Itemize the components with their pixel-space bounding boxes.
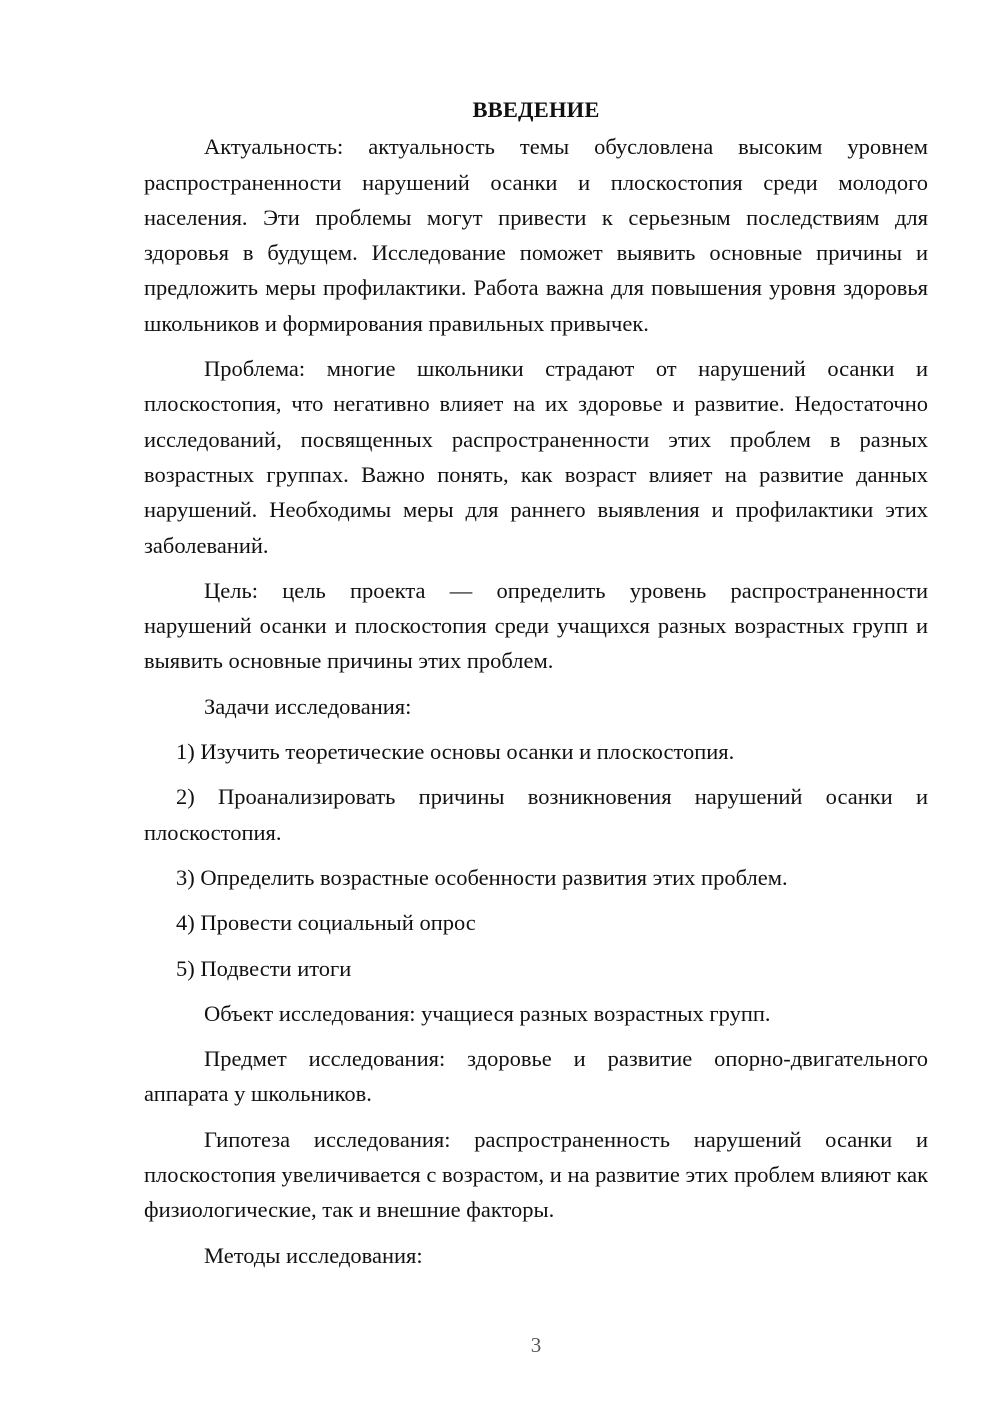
page-number: 3 bbox=[530, 1333, 542, 1357]
paragraph-hypothesis: Гипотеза исследования: распространенность нарушений осанки и плоскостопия увеличивается с возрастом, и на развитие этих проблем влияют как физиологические, так и внешние факторы. bbox=[144, 1126, 928, 1223]
task-item-2: 2) Проанализировать причины возникновения нарушений осанки и плоскостопия. bbox=[144, 784, 928, 845]
paragraph-tasks-title: Задачи исследования: bbox=[204, 693, 412, 719]
task-item-5: 5) Подвести итоги bbox=[176, 955, 352, 981]
task-item-4: 4) Провести социальный опрос bbox=[176, 910, 476, 936]
paragraph-problem: Проблема: многие школьники страдают от нарушений осанки и плоскостопия, что негативно влияет на их здоровье и развитие. Недостаточно исследований, посвященных распространенности этих проблем в разных возрастных группах. Важно понять, как возраст влияет на развитие данных нарушений. Необходимы меры для раннего выявления и профилактики этих заболеваний. bbox=[144, 356, 928, 558]
paragraph-goal: Цель: цель проекта — определить уровень распространенности нарушений осанки и плоскостопия среди учащихся разных возрастных групп и выявить основные причины этих проблем. bbox=[144, 577, 928, 674]
section-heading: ВВЕДЕНИЕ bbox=[472, 97, 600, 122]
task-item-1: 1) Изучить теоретические основы осанки и плоскостопия. bbox=[176, 739, 735, 765]
page-content bbox=[144, 92, 928, 1283]
paragraph-object: Объект исследования: учащиеся разных возрастных групп. bbox=[204, 1000, 771, 1026]
task-item-3: 3) Определить возрастные особенности развития этих проблем. bbox=[176, 864, 788, 890]
paragraph-relevance: Актуальность: актуальность темы обусловлена высоким уровнем распространенности нарушений осанки и плоскостопия среди молодого населения. Эти проблемы могут привести к серьезным последствиям для здоровья в будущем. Исследование поможет выявить основные причины и предложить меры профилактики. Работа важна для повышения уровня здоровья школьников и формирования правильных привычек. bbox=[144, 134, 928, 336]
paragraph-methods: Методы исследования: bbox=[204, 1242, 423, 1268]
paragraph-subject: Предмет исследования: здоровье и развитие опорно-двигательного аппарата у школьников. bbox=[144, 1046, 928, 1107]
